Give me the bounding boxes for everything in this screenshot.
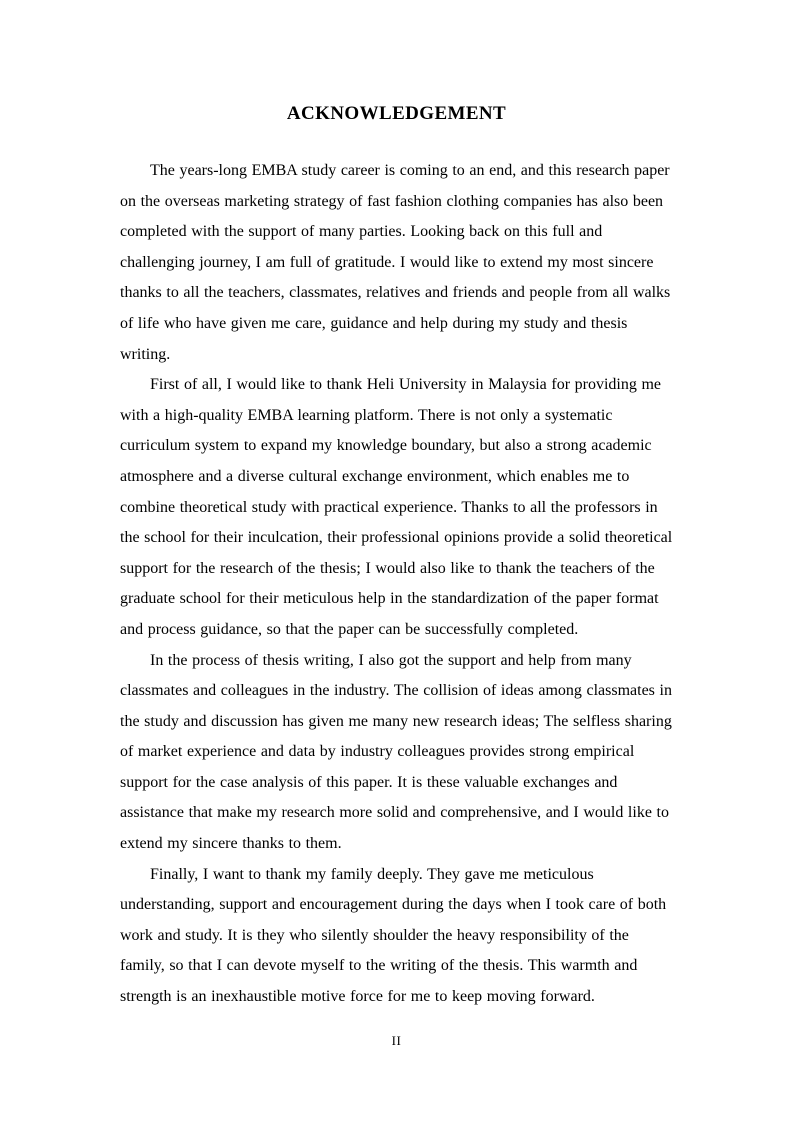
page-number: II [391,1033,402,1048]
paragraph: Finally, I want to thank my family deeply. They gave me meticulous understanding, support and encouragement during the days when I took care of both work and study. It is they who silently shoulder the heavy responsibility of the family, so that I can devote myself to the writing of the thesis. This warmth and strength is an inexhaustible motive force for me to keep moving forward. [120,865,667,1006]
page-title: ACKNOWLEDGEMENT [286,103,507,124]
paragraph: First of all, I would like to thank Heli University in Malaysia for providing me with a high-quality EMBA learning platform. There is not only a systematic curriculum system to expand my knowledge boundary, but also a strong academic atmosphere and a diverse cultural exchange environment, which enables me to combine theoretical study with practical experience. Thanks to all the professors in the school for their inculcation, their professional opinions provide a solid theoretical support for the research of the thesis; I would also like to thank the teachers of the graduate school for their meticulous help in the standardization of the paper format and process guidance, so that the paper can be successfully completed. [120,376,673,638]
paragraph: The years-long EMBA study career is coming to an end, and this research paper on the overseas marketing strategy of fast fashion clothing companies has also been completed with the support of many parties. Looking back on this full and challenging journey, I am full of gratitude. I would like to extend my most sincere thanks to all the teachers, classmates, relatives and friends and people from all walks of life who have given me care, guidance and help during my study and thesis writing. [120,162,671,363]
body-text [120,156,676,1013]
paragraph: In the process of thesis writing, I also got the support and help from many classmates and colleagues in the industry. The collision of ideas among classmates in the study and discussion has given me many new research ideas; The selfless sharing of market experience and data by industry colleagues provides strong empirical support for the case analysis of this paper. It is these valuable exchanges and assistance that make my research more solid and comprehensive, and I would like to extend my sincere thanks to them. [120,651,672,853]
